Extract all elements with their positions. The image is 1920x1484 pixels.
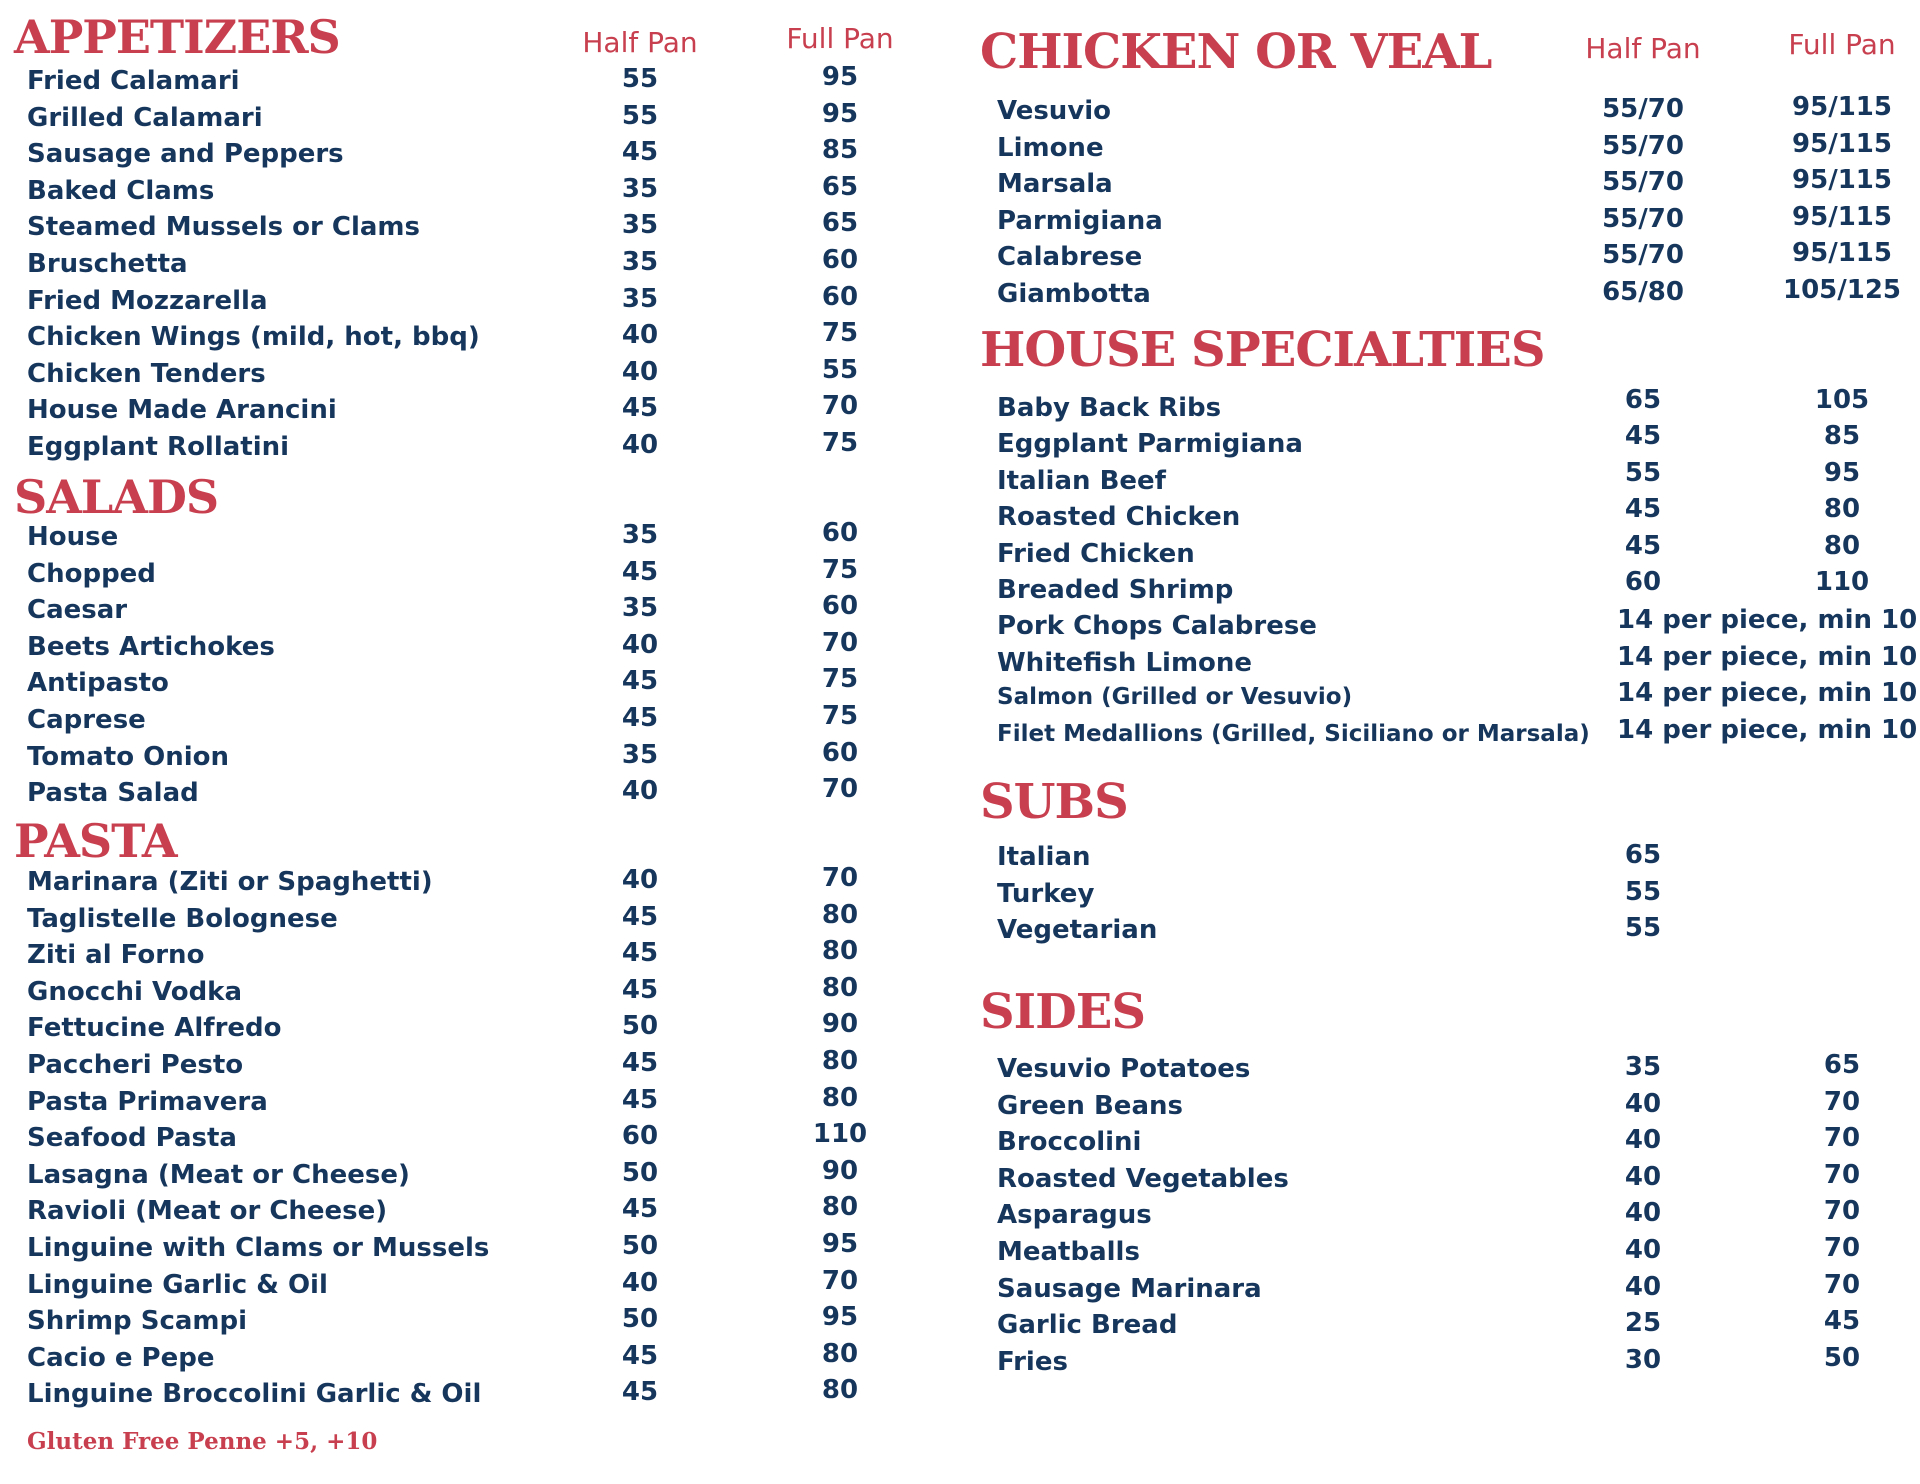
full-pan-price: 95 <box>821 1302 859 1333</box>
full-pan-price: 95/115 <box>1792 92 1892 122</box>
item-name: Chicken Tenders <box>27 358 266 389</box>
full-pan-price: 95 <box>1823 457 1861 488</box>
half-pan-header: Half Pan <box>582 26 698 59</box>
menu-item-fried-chicken <box>980 530 1920 575</box>
menu-item-linguine-with-clams-or-mussels <box>0 1229 940 1269</box>
full-pan-price: 80 <box>821 1192 859 1223</box>
item-name: Fried Mozzarella <box>27 285 268 316</box>
item-name: Gnocchi Vodka <box>27 976 243 1007</box>
full-pan-price: 65 <box>821 171 859 202</box>
item-name: Ziti al Forno <box>27 940 205 971</box>
half-pan-price: 45 <box>621 974 659 1005</box>
half-pan-price: 45 <box>1624 530 1662 561</box>
item-name: Broccolini <box>997 1127 1142 1158</box>
full-pan-price: 95 <box>821 98 859 129</box>
item-name: Linguine with Clams or Mussels <box>27 1233 490 1263</box>
full-pan-price: 60 <box>821 737 859 768</box>
menu-item-garlic-bread <box>980 1306 1920 1346</box>
item-name: Pasta Primavera <box>27 1086 268 1117</box>
menu-item-sausage-and-peppers <box>0 135 940 175</box>
menu-item-calabrese <box>980 238 1920 278</box>
menu-item-fettucine-alfredo <box>0 1009 940 1049</box>
full-pan-price: 80 <box>1823 530 1861 561</box>
item-name: Garlic Bread <box>997 1310 1178 1341</box>
menu-item-antipasto <box>0 664 940 704</box>
half-pan-price: 40 <box>621 629 659 660</box>
full-pan-price: 75 <box>821 318 859 349</box>
section-title: HOUSE SPECIALTIES <box>980 322 1545 378</box>
full-pan-price: 55 <box>821 354 859 385</box>
menu-item-filet-medallions-grilled-siciliano-or-marsala <box>980 714 1920 757</box>
menu-item-shrimp-scampi <box>0 1302 940 1342</box>
item-name: Fried Chicken <box>997 538 1195 569</box>
item-name: Filet Medallions (Grilled, Siciliano or Marsala) <box>997 720 1590 747</box>
menu-item-taglistelle-bolognese <box>0 899 940 940</box>
full-pan-price: 90 <box>821 1009 859 1040</box>
half-pan-price: 50 <box>621 1231 659 1261</box>
half-pan-price: 40 <box>621 356 659 387</box>
half-pan-price: 45 <box>621 556 659 587</box>
half-pan-price: 40 <box>621 1267 659 1298</box>
full-pan-price: 70 <box>1823 1086 1861 1117</box>
half-pan-price: 45 <box>621 393 659 424</box>
half-pan-price: 30 <box>1624 1344 1662 1375</box>
menu-item-cacio-e-pepe <box>0 1338 940 1379</box>
item-name: Grilled Calamari <box>27 102 263 133</box>
item-name: Shrimp Scampi <box>27 1306 248 1337</box>
section-title: CHICKEN OR VEAL <box>980 24 1492 80</box>
half-pan-price: 40 <box>1624 1271 1662 1302</box>
item-name: Limone <box>997 132 1104 163</box>
item-name: Parmigiana <box>997 205 1163 236</box>
half-pan-price: 50 <box>621 1157 659 1188</box>
menu-item-asparagus <box>980 1196 1920 1236</box>
menu-item-green-beans <box>980 1086 1920 1127</box>
menu-item-turkey <box>980 876 1920 915</box>
half-pan-price: 55 <box>621 100 659 131</box>
item-name: Breaded Shrimp <box>997 575 1234 605</box>
full-pan-price: 60 <box>821 518 859 548</box>
full-pan-price: 85 <box>1823 421 1861 452</box>
item-name: Marsala <box>997 169 1113 200</box>
gluten-free-note: Gluten Free Penne +5, +10 <box>27 1428 378 1455</box>
full-pan-price: 70 <box>821 391 859 422</box>
item-name: Marinara (Ziti or Spaghetti) <box>27 867 433 897</box>
item-name: Fried Calamari <box>27 66 240 96</box>
full-pan-price: 60 <box>821 245 859 275</box>
menu-item-meatballs <box>980 1233 1920 1273</box>
item-name: Giambotta <box>997 279 1151 309</box>
item-name: Fries <box>997 1346 1068 1377</box>
section-title: PASTA <box>14 814 177 868</box>
item-name: Green Beans <box>997 1090 1183 1121</box>
menu-item-steamed-mussels-or-clams <box>0 208 940 248</box>
full-pan-price: 85 <box>821 135 859 166</box>
full-pan-price: 75 <box>821 664 859 695</box>
item-name: Italian Beef <box>997 465 1166 496</box>
menu-item-italian <box>980 842 1920 878</box>
menu-item-beets-artichokes <box>0 627 940 668</box>
half-pan-price: 35 <box>621 283 659 314</box>
menu-item-parmigiana <box>980 201 1920 242</box>
menu-item-vesuvio <box>980 92 1920 132</box>
full-pan-price: 105 <box>1814 385 1870 415</box>
half-pan-price: 45 <box>621 137 659 168</box>
half-pan-price: 25 <box>1624 1308 1662 1339</box>
menu-item-vegetarian <box>980 915 1920 951</box>
menu-item-paccheri-pesto <box>0 1046 940 1086</box>
half-pan-price: 60 <box>621 1121 659 1152</box>
menu-item-sausage-marinara <box>980 1269 1920 1310</box>
section-title: APPETIZERS <box>14 10 340 64</box>
half-pan-price: 35 <box>1624 1052 1662 1082</box>
half-pan-price: 45 <box>621 1340 659 1371</box>
full-pan-price: 70 <box>821 863 859 893</box>
menu-item-fried-mozzarella <box>0 281 940 322</box>
menu-item-linguine-garlic-oil <box>0 1265 940 1306</box>
half-pan-price: 55 <box>1624 913 1662 944</box>
half-pan-price: 40 <box>1624 1161 1662 1192</box>
half-pan-price: 55/70 <box>1602 240 1684 271</box>
menu-item-house-made-arancini <box>0 391 940 431</box>
full-pan-price: 110 <box>1814 567 1870 597</box>
item-name: Beets Artichokes <box>27 631 275 662</box>
full-pan-price: 70 <box>1823 1233 1861 1263</box>
item-name: Calabrese <box>997 242 1143 273</box>
menu-item-house <box>0 518 940 558</box>
menu-item-roasted-vegetables <box>980 1159 1920 1200</box>
menu-item-roasted-chicken <box>980 494 1920 538</box>
full-pan-price: 95 <box>821 62 859 92</box>
menu-item-caesar <box>0 591 940 631</box>
half-pan-price: 45 <box>1624 421 1662 452</box>
half-pan-price: 40 <box>1624 1235 1662 1265</box>
menu-item-marinara-ziti-or-spaghetti <box>0 863 940 903</box>
item-name: Cacio e Pepe <box>27 1342 215 1373</box>
item-name: Fettucine Alfredo <box>27 1013 282 1044</box>
item-price: 14 per piece, min 10 <box>1617 605 1918 636</box>
item-name: Chopped <box>27 558 156 589</box>
full-pan-price: 80 <box>821 936 859 967</box>
half-pan-price: 35 <box>621 173 659 204</box>
full-pan-price: 80 <box>821 972 859 1003</box>
half-pan-price: 45 <box>621 1194 659 1225</box>
full-pan-price: 95 <box>821 1229 859 1259</box>
menu-item-baked-clams <box>0 171 940 212</box>
half-pan-price: 55 <box>621 64 659 94</box>
half-pan-price: 40 <box>621 865 659 895</box>
menu-item-eggplant-rollatini <box>0 428 940 468</box>
half-pan-price: 40 <box>1624 1125 1662 1156</box>
menu-item-caprese <box>0 701 940 741</box>
menu-item-broccolini <box>980 1123 1920 1163</box>
menu-item-fries <box>980 1342 1920 1383</box>
item-name: Paccheri Pesto <box>27 1050 244 1080</box>
menu-item-pasta-primavera <box>0 1082 940 1123</box>
full-pan-price: 80 <box>821 1046 859 1076</box>
full-pan-price: 70 <box>821 774 859 805</box>
item-name: Whitefish Limone <box>997 647 1253 678</box>
menu-item-tomato-onion <box>0 737 940 778</box>
item-name: Caesar <box>27 595 128 626</box>
menu-item-italian-beef <box>980 457 1920 502</box>
full-pan-price: 75 <box>821 428 859 458</box>
half-pan-price: 45 <box>621 1048 659 1078</box>
item-name: Lasagna (Meat or Cheese) <box>27 1159 410 1190</box>
full-pan-price: 95/115 <box>1792 201 1892 232</box>
menu-item-baby-back-ribs <box>980 385 1920 429</box>
item-name: Seafood Pasta <box>27 1123 237 1154</box>
full-pan-price: 80 <box>821 1375 859 1406</box>
menu-item-ziti-al-forno <box>0 936 940 976</box>
item-name: Caprese <box>27 705 146 735</box>
half-pan-price: 65 <box>1624 385 1662 415</box>
full-pan-price: 60 <box>821 591 859 622</box>
full-pan-price: 70 <box>1823 1123 1861 1154</box>
item-name: Linguine Garlic & Oil <box>27 1269 328 1300</box>
full-pan-header: Full Pan <box>786 22 894 55</box>
full-pan-price: 105/125 <box>1782 275 1902 305</box>
full-pan-price: 70 <box>1823 1269 1861 1300</box>
item-name: Roasted Chicken <box>997 502 1241 533</box>
full-pan-price: 70 <box>821 1265 859 1296</box>
half-pan-price: 55 <box>1624 457 1662 488</box>
half-pan-price: 45 <box>1624 494 1662 525</box>
menu-item-grilled-calamari <box>0 98 940 139</box>
full-pan-price: 75 <box>821 554 859 585</box>
full-pan-price: 80 <box>821 1338 859 1369</box>
item-name: Asparagus <box>997 1200 1152 1231</box>
item-name: Vesuvio <box>997 96 1112 126</box>
half-pan-price: 45 <box>621 666 659 697</box>
half-pan-price: 35 <box>621 739 659 770</box>
full-pan-price: 50 <box>1823 1342 1861 1373</box>
item-name: Taglistelle Bolognese <box>27 903 338 934</box>
item-name: House <box>27 522 119 552</box>
menu-item-eggplant-parmigiana <box>980 421 1920 465</box>
item-name: Vegetarian <box>997 915 1158 946</box>
menu-item-giambotta <box>980 275 1920 315</box>
half-pan-price: 55/70 <box>1602 94 1684 124</box>
half-pan-price: 50 <box>621 1304 659 1335</box>
menu-item-fried-calamari <box>0 62 940 102</box>
menu-item-linguine-broccolini-garlic-oil <box>0 1375 940 1415</box>
full-pan-price: 80 <box>821 899 859 930</box>
item-name: Ravioli (Meat or Cheese) <box>27 1196 388 1227</box>
section-title: SIDES <box>980 984 1145 1040</box>
half-pan-price: 45 <box>621 901 659 932</box>
full-pan-price: 80 <box>1823 494 1861 525</box>
item-name: Tomato Onion <box>27 741 230 772</box>
half-pan-price: 35 <box>621 593 659 624</box>
item-name: Turkey <box>997 878 1095 909</box>
menu-item-pasta-salad <box>0 774 940 814</box>
half-pan-price: 40 <box>1624 1088 1662 1119</box>
item-name: Sausage Marinara <box>997 1273 1262 1304</box>
item-price: 14 per piece, min 10 <box>1617 714 1918 745</box>
full-pan-price: 95/115 <box>1792 128 1892 159</box>
menu-item-limone <box>980 128 1920 169</box>
item-name: Linguine Broccolini Garlic & Oil <box>27 1379 482 1410</box>
item-name: Chicken Wings (mild, hot, bbq) <box>27 322 480 353</box>
section-title: SALADS <box>14 470 219 524</box>
full-pan-price: 70 <box>1823 1159 1861 1190</box>
menu-item-bruschetta <box>0 245 940 285</box>
half-pan-price: 55 <box>1624 876 1662 907</box>
item-name: Bruschetta <box>27 249 188 279</box>
item-name: Pork Chops Calabrese <box>997 611 1317 642</box>
half-pan-price: 40 <box>1624 1198 1662 1229</box>
item-name: Salmon (Grilled or Vesuvio) <box>997 684 1353 711</box>
item-name: Vesuvio Potatoes <box>997 1054 1251 1084</box>
section-title: SUBS <box>980 774 1128 830</box>
full-pan-price: 65 <box>821 208 859 239</box>
item-name: Pasta Salad <box>27 778 199 809</box>
full-pan-price: 45 <box>1823 1306 1861 1337</box>
item-price: 14 per piece, min 10 <box>1617 678 1918 709</box>
half-pan-price: 55/70 <box>1602 130 1684 161</box>
half-pan-price: 40 <box>621 776 659 807</box>
menu-item-seafood-pasta <box>0 1119 940 1159</box>
full-pan-price: 65 <box>1823 1050 1861 1080</box>
half-pan-price: 35 <box>621 210 659 241</box>
half-pan-price: 40 <box>621 430 659 460</box>
item-name: Baked Clams <box>27 175 215 206</box>
item-name: Steamed Mussels or Clams <box>27 212 420 243</box>
half-pan-price: 35 <box>621 247 659 277</box>
menu-item-chicken-wings-mild-hot-bbq <box>0 318 940 358</box>
menu-item-gnocchi-vodka <box>0 972 940 1013</box>
full-pan-price: 70 <box>1823 1196 1861 1227</box>
half-pan-price: 40 <box>621 320 659 351</box>
half-pan-price: 60 <box>1624 567 1662 597</box>
full-pan-price: 80 <box>821 1082 859 1113</box>
full-pan-price: 75 <box>821 701 859 731</box>
menu-item-ravioli-meat-or-cheese <box>0 1192 940 1232</box>
item-name: Baby Back Ribs <box>997 393 1222 423</box>
half-pan-price: 45 <box>621 1377 659 1408</box>
item-price: 14 per piece, min 10 <box>1617 641 1918 672</box>
item-name: Meatballs <box>997 1237 1140 1267</box>
item-name: Eggplant Parmigiana <box>997 429 1303 460</box>
menu-item-marsala <box>980 165 1920 205</box>
item-name: Sausage and Peppers <box>27 139 344 170</box>
menu-item-vesuvio-potatoes <box>980 1050 1920 1090</box>
full-pan-price: 70 <box>821 627 859 658</box>
half-pan-price: 45 <box>621 1084 659 1115</box>
full-pan-price: 60 <box>821 281 859 312</box>
half-pan-header: Half Pan <box>1585 32 1701 65</box>
half-pan-price: 65/80 <box>1602 277 1684 307</box>
half-pan-price: 55/70 <box>1602 203 1684 234</box>
half-pan-price: 65 <box>1624 840 1662 870</box>
half-pan-price: 45 <box>621 703 659 733</box>
full-pan-price: 95/115 <box>1792 165 1892 196</box>
full-pan-price: 90 <box>821 1155 859 1186</box>
half-pan-price: 50 <box>621 1011 659 1042</box>
menu-item-chicken-tenders <box>0 354 940 395</box>
menu-item-lasagna-meat-or-cheese <box>0 1155 940 1196</box>
full-pan-price: 110 <box>812 1119 868 1150</box>
menu-item-chopped <box>0 554 940 595</box>
full-pan-header: Full Pan <box>1788 28 1896 61</box>
item-name: Italian <box>997 842 1091 872</box>
half-pan-price: 35 <box>621 520 659 550</box>
item-name: Antipasto <box>27 668 169 699</box>
item-name: Eggplant Rollatini <box>27 432 290 462</box>
item-name: House Made Arancini <box>27 395 337 426</box>
full-pan-price: 95/115 <box>1792 238 1892 269</box>
half-pan-price: 55/70 <box>1602 167 1684 198</box>
item-name: Roasted Vegetables <box>997 1163 1289 1194</box>
half-pan-price: 45 <box>621 938 659 969</box>
